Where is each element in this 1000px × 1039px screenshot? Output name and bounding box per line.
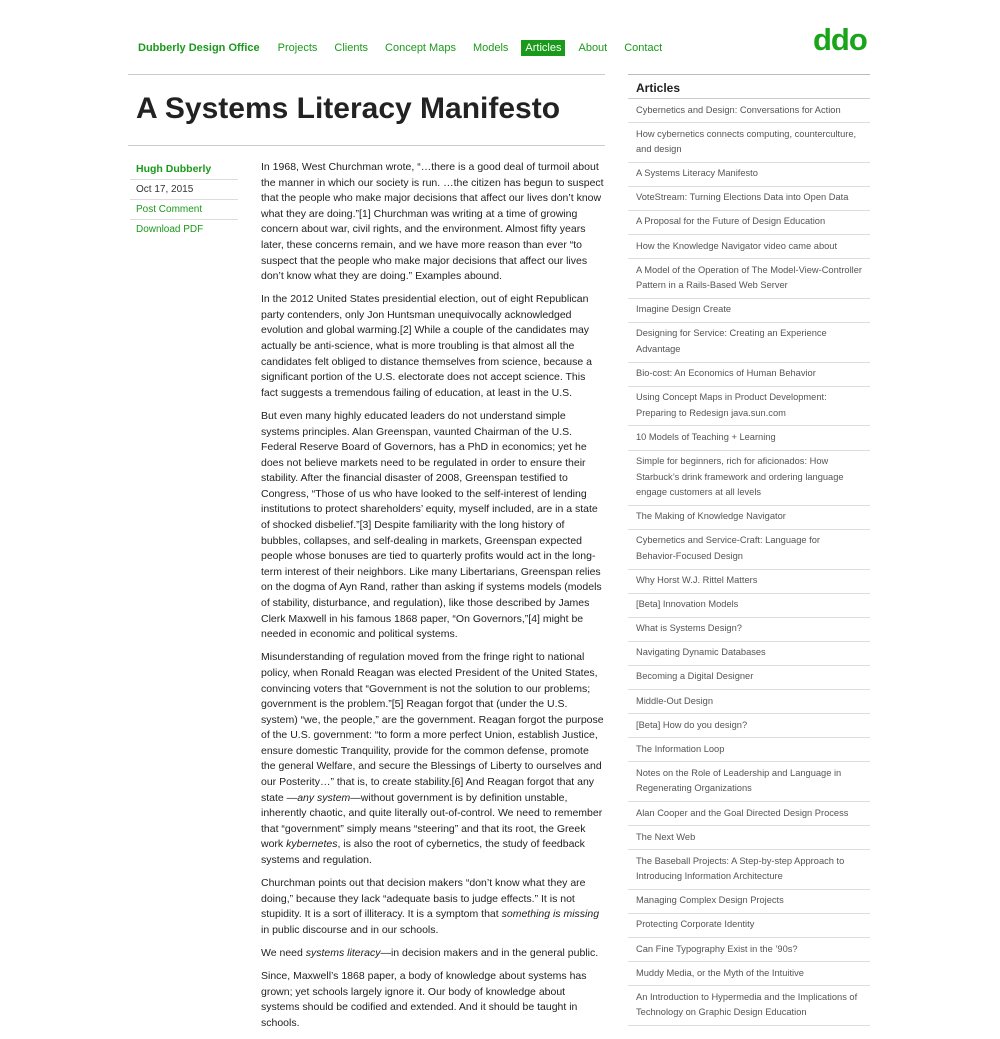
article-link[interactable]: Imagine Design Create <box>628 299 870 323</box>
download-pdf-link[interactable]: Download PDF <box>136 224 204 235</box>
article-link[interactable]: Why Horst W.J. Rittel Matters <box>628 570 870 594</box>
paragraph-6 <box>261 946 605 962</box>
article-link[interactable]: An Introduction to Hypermedia and the Implications of Technology on Graphic Design Education <box>628 986 870 1026</box>
article-link[interactable]: Using Concept Maps in Product Development: Preparing to Redesign java.sun.com <box>628 387 870 427</box>
article-link[interactable]: How the Knowledge Navigator video came about <box>628 235 870 259</box>
paragraph-5-emphasis: something is missing <box>501 908 600 921</box>
paragraph-1: In 1968, West Churchman wrote, “…there is a good deal of turmoil about the manner in which our society is run. …the citizen has begun to suspect that the people who make major decisions that affect our lives don’t know what they are doing.”[1] Churchman was writing at a time of growing concern about war, civil rights, and the environment. Almost fifty years later, these concerns remain, and we have more reason than ever “to suspect that the people who make major decisions that affect our lives don’t know what they are doing.” Examples abound. <box>261 161 604 283</box>
author-link[interactable]: Hugh Dubberly <box>130 160 238 180</box>
article-link[interactable]: Cybernetics and Service-Craft: Language for Behavior-Focused Design <box>628 530 870 570</box>
article-link[interactable]: Simple for beginners, rich for aficionados: How Starbuck’s drink framework and ordering language engage customers at all levels <box>628 451 870 506</box>
article-link[interactable]: Becoming a Digital Designer <box>628 666 870 690</box>
nav-about[interactable]: About <box>578 42 608 54</box>
article-link[interactable]: The Information Loop <box>628 738 870 762</box>
paragraph-4-emphasis-2: kybernetes <box>286 838 338 851</box>
articles-list <box>628 99 870 1026</box>
article-link[interactable]: The Next Web <box>628 826 870 850</box>
header-divider <box>128 74 605 75</box>
post-comment-link[interactable]: Post Comment <box>130 200 238 220</box>
article-link[interactable]: The Baseball Projects: A Step-by-step Approach to Introducing Information Architecture <box>628 850 870 890</box>
article-link[interactable]: Bio-cost: An Economics of Human Behavior <box>628 363 870 387</box>
paragraph-6-emphasis: systems literacy <box>305 947 381 959</box>
paragraph-5-text-a: Churchman points out that decision makers “don’t know what they are doing,” because they lack “adequate basis to judge effects.” It is not stupidity. It is a sort of illiteracy. It is a symptom that <box>261 877 586 921</box>
publish-date: Oct 17, 2015 <box>130 180 238 200</box>
article-link[interactable]: Muddy Media, or the Myth of the Intuitive <box>628 962 870 986</box>
paragraph-7: Since, Maxwell’s 1868 paper, a body of knowledge about systems has grown; yet schools largely ignore it. Our body of knowledge about systems should be codified and extended. And it should be taught in schools. <box>261 970 587 1029</box>
article-body <box>261 160 605 1039</box>
paragraph-6-text-b: —in decision makers and in the general public. <box>380 947 599 959</box>
nav-contact[interactable]: Contact <box>624 42 663 54</box>
article-link[interactable]: How cybernetics connects computing, counterculture, and design <box>628 123 870 163</box>
nav-articles[interactable]: Articles <box>521 40 565 56</box>
paragraph-5 <box>261 876 605 938</box>
article-link[interactable]: A Proposal for the Future of Design Education <box>628 211 870 235</box>
nav-models[interactable]: Models <box>472 42 509 54</box>
article-link[interactable]: A Systems Literacy Manifesto <box>628 163 870 187</box>
article-link[interactable]: What is Systems Design? <box>628 618 870 642</box>
paragraph-5-text-b: in public discourse and in our schools. <box>261 923 439 936</box>
article-link[interactable]: Protecting Corporate Identity <box>628 914 870 938</box>
article-link[interactable]: A Model of the Operation of The Model-View-Controller Pattern in a Rails-Based Web Server <box>628 259 870 299</box>
article-link[interactable]: The Making of Knowledge Navigator <box>628 506 870 530</box>
paragraph-2: In the 2012 United States presidential election, out of eight Republican party contenders, only Jon Huntsman unequivocally acknowledged evolution and global warming.[2] While a couple of the candidates may actually be anti-science, what is more troubling is that almost all the candidates felt obliged to distance themselves from science, because a significant portion of the U.S. electorate does not accept science. This fact suggests a tremendous failing of education, at least in the U.S. <box>261 293 592 399</box>
article-link[interactable]: Managing Complex Design Projects <box>628 890 870 914</box>
top-navigation <box>130 40 679 56</box>
article-link[interactable]: VoteStream: Turning Elections Data into Open Data <box>628 187 870 211</box>
paragraph-6-text-a: We need <box>261 947 306 959</box>
article-link[interactable]: Navigating Dynamic Databases <box>628 642 870 666</box>
paragraph-3: But even many highly educated leaders do not understand simple systems principles. Alan Greenspan, vaunted Chairman of the U.S. Federal Reserve Board of Governors, has a PhD in economics; yet he does not believe markets need to be regulated in order to ensure their stability. After the financial disaster of 2008, Greenspan testified to Congress, “Those of us who have looked to the self-interest of lending institutions to protect shareholders’ equity, myself included, are in a state of shocked disbelief.”[3] Despite familiarity with the long history of bubbles, collapses, and self-dealing in markets, Greenspan expected people whose bonuses are tied to quarterly profits would act in the long-term interest of their neighbors. Like many Libertarians, Greenspan relies on the dogma of Ayn Rand, rather than asking if systems models (models of stability, disturbance, and regulation), like those described by James Clerk Maxwell in his famous 1868 paper, “On Governors,”[4] might be needed in economic and political systems. <box>261 409 602 641</box>
nav-concept-maps[interactable]: Concept Maps <box>385 42 456 54</box>
sidebar-heading: Articles <box>628 74 870 99</box>
paragraph-4 <box>261 650 605 868</box>
nav-projects[interactable]: Projects <box>277 42 318 54</box>
article-link[interactable]: [Beta] Innovation Models <box>628 594 870 618</box>
paragraph-4-text-c: , is also the root of cybernetics, the study of feedback systems and regulation. <box>261 838 585 867</box>
page-title: A Systems Literacy Manifesto <box>136 92 561 125</box>
article-link[interactable]: Notes on the Role of Leadership and Language in Regenerating Organizations <box>628 762 870 802</box>
article-link[interactable]: Can Fine Typography Exist in the ’90s? <box>628 938 870 962</box>
nav-brand-link[interactable]: Dubberly Design Office <box>138 42 260 54</box>
articles-sidebar <box>628 74 870 1026</box>
article-link[interactable]: [Beta] How do you design? <box>628 714 870 738</box>
article-link[interactable]: Alan Cooper and the Goal Directed Design Process <box>628 802 870 826</box>
article-link[interactable]: Cybernetics and Design: Conversations for Action <box>628 99 870 123</box>
article-link[interactable]: Designing for Service: Creating an Experience Advantage <box>628 323 870 363</box>
article-link[interactable]: 10 Models of Teaching + Learning <box>628 426 870 450</box>
paragraph-4-text-a: Misunderstanding of regulation moved from the fringe right to national policy, when Ronald Reagan was elected President of the United States, convincing voters that “Government is not the solution to our problems; government is the problem.”[5] Reagan forgot that (under the U.S. system) “we, the people,” are the government. Reagan forgot the purpose of the U.S. government: “to form a more perfect Union, establish Justice, ensure domestic Tranquility, provide for the common defense, promote the general Welfare, and secure the Blessings of Liberty to ourselves and our Posterity…” that is, to create stability.[6] And Reagan forgot that any state — <box>261 651 604 804</box>
paragraph-4-text-b: —without government is by definition unstable, inherently chaotic, and quite literally out-of-control. We need to remember that “government” simply means “steering” and that its root, the Greek work <box>261 791 603 851</box>
paragraph-4-emphasis-1: any system <box>297 791 351 804</box>
ddo-logo[interactable]: ddo <box>813 22 867 57</box>
article-meta <box>130 160 238 239</box>
nav-clients[interactable]: Clients <box>334 42 369 54</box>
article-link[interactable]: Middle-Out Design <box>628 690 870 714</box>
title-divider <box>128 145 605 146</box>
